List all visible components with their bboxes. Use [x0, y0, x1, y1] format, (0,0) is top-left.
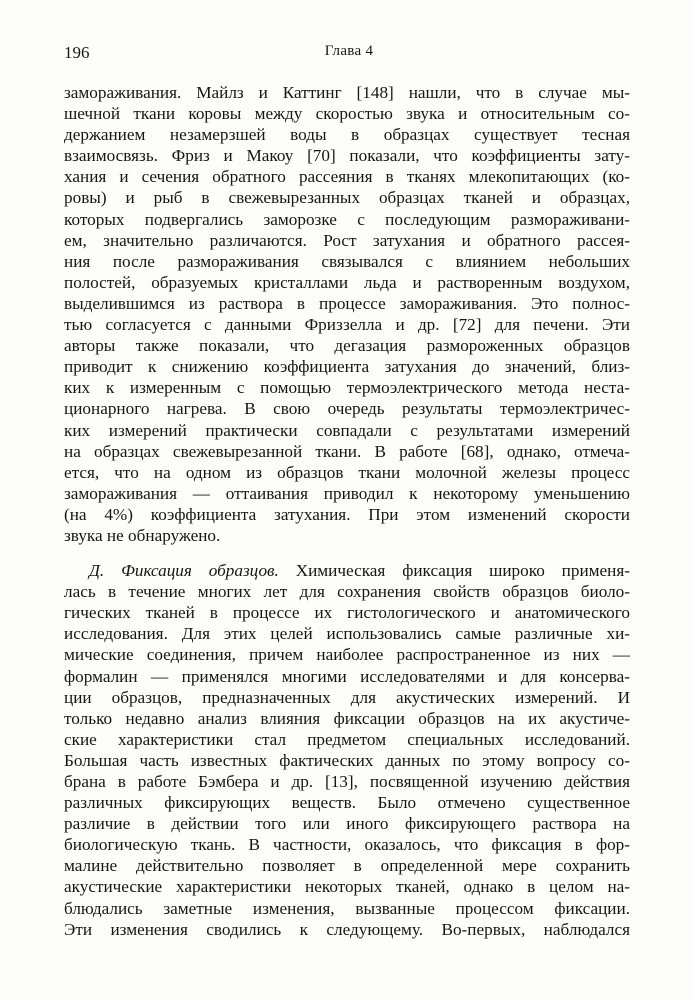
text-line: формалин — применялся многими исследователями и для консерва-: [64, 666, 630, 686]
text-line: ровы) и рыб в свежевырезанных образцах тканей и образцах,: [64, 188, 630, 208]
text-line: ких к измеренным с помощью термоэлектрического метода неста-: [64, 378, 630, 398]
text-line: ские характеристики стал предметом специальных исследований.: [64, 729, 630, 749]
page-header: [64, 43, 634, 65]
text-line: полостей, образуемых кристаллами льда и растворенным воздухом,: [64, 272, 630, 292]
text-line: взаимосвязь. Фриз и Макоу [70] показали, что коэффициенты зату-: [64, 146, 630, 166]
text-line: ции образцов, предназначенных для акустических измерений. И: [64, 687, 630, 707]
text-line: которых подвергались заморозке с последующим размораживани-: [64, 209, 630, 229]
body-text: [64, 82, 630, 940]
text-line: брана в работе Бэмбера и др. [13], посвященной изучению действия: [64, 772, 630, 791]
text-line: различных фиксирующих веществ. Было отмечено существенное: [64, 793, 630, 813]
text-line: различие в действии того или иного фиксирующего раствора на: [64, 814, 630, 834]
text-line: ния после размораживания связывался с влиянием небольших: [64, 251, 630, 271]
text-line: тью согласуется с данными Фриззелла и др. [72] для печени. Эти: [64, 315, 630, 335]
text-line: ционарного нагрева. В свою очередь результаты термоэлектричес-: [64, 399, 630, 419]
text-line: приводит к снижению коэффициента затухания до значений, близ-: [64, 357, 630, 377]
text-line: авторы также показали, что дегазация размороженных образцов: [64, 336, 630, 356]
text-line: замораживания — оттаивания приводил к некоторому уменьшению: [64, 483, 630, 503]
text-line: Эти изменения сводились к следующему. Во-первых, наблюдался: [64, 919, 630, 939]
text-line: ем, значительно различаются. Рост затухания и обратного рассея-: [64, 230, 630, 250]
text-line: ется, что на одном из образцов ткани молочной железы процесс: [64, 462, 630, 482]
text-line: Большая часть известных фактических данных по этому вопросу со-: [64, 750, 630, 770]
page-number: 196: [64, 43, 90, 62]
text-line: выделившимся из раствора в процессе замораживания. Это полнос-: [64, 293, 630, 313]
paragraph-freezing: [64, 82, 630, 546]
text-line: акустические характеристики некоторых тканей, однако в целом на-: [64, 877, 630, 897]
first-line-text: Химическая фиксация широко применя-: [278, 561, 630, 581]
text-line: малине действительно позволяет в определенной мере сохранить: [64, 856, 630, 876]
text-line-first: [64, 560, 630, 581]
text-line: (на 4%) коэффициента затухания. При этом изменений скорости: [64, 504, 630, 524]
text-line: гических тканей в процессе их гистологического и анатомического: [64, 603, 630, 623]
text-line: на образцах свежевырезанной ткани. В работе [68], однако, отмеча-: [64, 441, 630, 461]
text-line: лась в течение многих лет для сохранения свойств образцов биоло-: [64, 582, 630, 602]
text-line: биологическую ткань. В частности, оказалось, что фиксация в фор-: [64, 835, 630, 855]
section-label: Д. Фиксация образцов.: [89, 561, 279, 581]
text-line: держанием незамерзшей воды в образцах существует тесная: [64, 125, 630, 145]
text-line: замораживания. Майлз и Каттинг [148] нашли, что в случае мы-: [64, 83, 630, 102]
text-line: мические соединения, причем наиболее распространенное из них —: [64, 645, 630, 665]
text-line: ких измерений практически совпадали с результатами измерений: [64, 420, 630, 440]
paragraph-spacer: [64, 546, 630, 560]
text-line: только недавно анализ влияния фиксации образцов на их акустиче-: [64, 708, 630, 728]
paragraph-fixation: [64, 560, 630, 940]
text-line: хания и сечения обратного рассеяния в тканях млекопитающих (ко-: [64, 167, 630, 187]
text-line: исследования. Для этих целей использовались самые различные хи-: [64, 624, 630, 644]
text-line: шечной ткани коровы между скоростью звука и относительным со-: [64, 104, 630, 124]
running-head: Глава 4: [324, 43, 374, 59]
text-line: звука не обнаружено.: [64, 525, 221, 545]
text-line: блюдались заметные изменения, вызванные процессом фиксации.: [64, 898, 630, 918]
